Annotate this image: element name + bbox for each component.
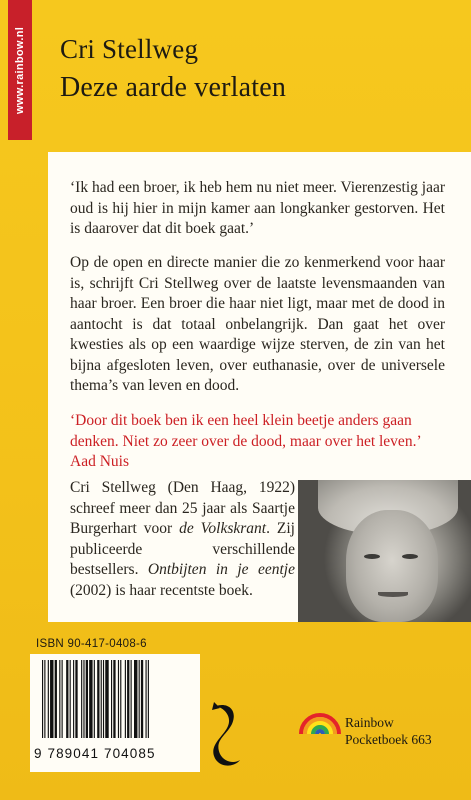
barcode-bar <box>59 660 60 738</box>
barcode-bar <box>103 660 104 738</box>
barcode-bar <box>97 660 99 738</box>
portrait-eye-left <box>364 554 380 559</box>
author-name: Cri Stellweg <box>60 34 199 64</box>
barcode-bar <box>146 660 147 738</box>
barcode-bar <box>75 660 77 738</box>
blurb-opening-quote: ‘Ik had een broer, ik heb hem nu niet meer. Vierenzestig jaar oud is hij hier in mijn kamer aan longkanker gestorven. Het is daarover dat dit boek gaat.’ <box>70 179 445 237</box>
bio-book-title: Ontbijten in je eentje <box>147 561 295 578</box>
barcode-bar <box>42 660 43 738</box>
barcode-bar <box>118 660 119 738</box>
series-number: Pocketboek 663 <box>345 732 432 747</box>
portrait-eye-right <box>402 554 418 559</box>
barcode-bar <box>113 660 115 738</box>
barcode-bar <box>120 660 121 738</box>
publisher-name: Rainbow <box>345 715 394 730</box>
blurb-summary: Op de open en directe manier die zo kenmerkend voor haar is, schrijft Cri Stellweg over de laatste levensmaanden van haar broer. Een broer die haar niet ligt, maar met de dood in aantocht is dat totaal onbelangrijk. Dan gaat het over kwesties als op een waardige wijze sterven, de zin van het bijna afgesloten leven, over euthanasie, over de universele thema’s van leven en dood. <box>70 254 445 394</box>
barcode-bar <box>139 660 140 738</box>
barcode-bar <box>48 660 49 738</box>
bio-text-1: Cri Stellweg (Den Haag, 1922) schreef meer dan 25 jaar als Saartje Burgerhart voor <box>70 479 295 537</box>
barcode-bar <box>44 660 45 738</box>
barcode-bar <box>127 660 129 738</box>
barcode-bar <box>81 660 82 738</box>
publisher-url: www.rainbow.nl <box>14 26 26 114</box>
barcode-bar <box>148 660 149 738</box>
bio-text-3: (2002) is haar recentste boek. <box>70 581 253 599</box>
barcode-number: 9 789041 704085 <box>34 746 156 761</box>
fish-icon <box>208 700 248 770</box>
barcode-bar <box>141 660 143 738</box>
review-quote: ‘Door dit boek ben ik een heel klein beetje anders gaan denken. Niet zo zeer over de dood, maar over het leven.’ Aad Nuis <box>70 412 421 470</box>
barcode-bar <box>50 660 53 738</box>
barcode-bar <box>101 660 102 738</box>
barcode-bar <box>62 660 63 738</box>
barcode-bar <box>66 660 68 738</box>
barcode-bar <box>94 660 95 738</box>
barcode-bar <box>131 660 132 738</box>
barcode-bar <box>125 660 126 738</box>
author-portrait-icon <box>298 480 471 622</box>
barcode-bar <box>86 660 88 738</box>
book-title: Deze aarde verlaten <box>60 72 287 103</box>
bio-text-2: . Zij publiceerde verschillende bestsellers. <box>70 520 295 578</box>
portrait-mouth <box>378 592 408 597</box>
rainbow-icon <box>297 694 343 740</box>
barcode-bar <box>89 660 92 738</box>
barcode-bar <box>111 660 112 738</box>
barcode-bar <box>134 660 137 738</box>
barcode-bar <box>73 660 74 738</box>
barcode-icon <box>42 660 192 738</box>
barcode-bar <box>70 660 71 738</box>
isbn: ISBN 90-417-0408-6 <box>36 638 147 650</box>
barcode-bar <box>83 660 84 738</box>
barcode-bar <box>55 660 57 738</box>
publisher-imprint <box>345 714 432 748</box>
barcode-bar <box>105 660 108 738</box>
author-bio <box>70 478 295 601</box>
portrait-face <box>346 510 438 622</box>
bio-newspaper: de Volkskrant <box>179 520 267 537</box>
